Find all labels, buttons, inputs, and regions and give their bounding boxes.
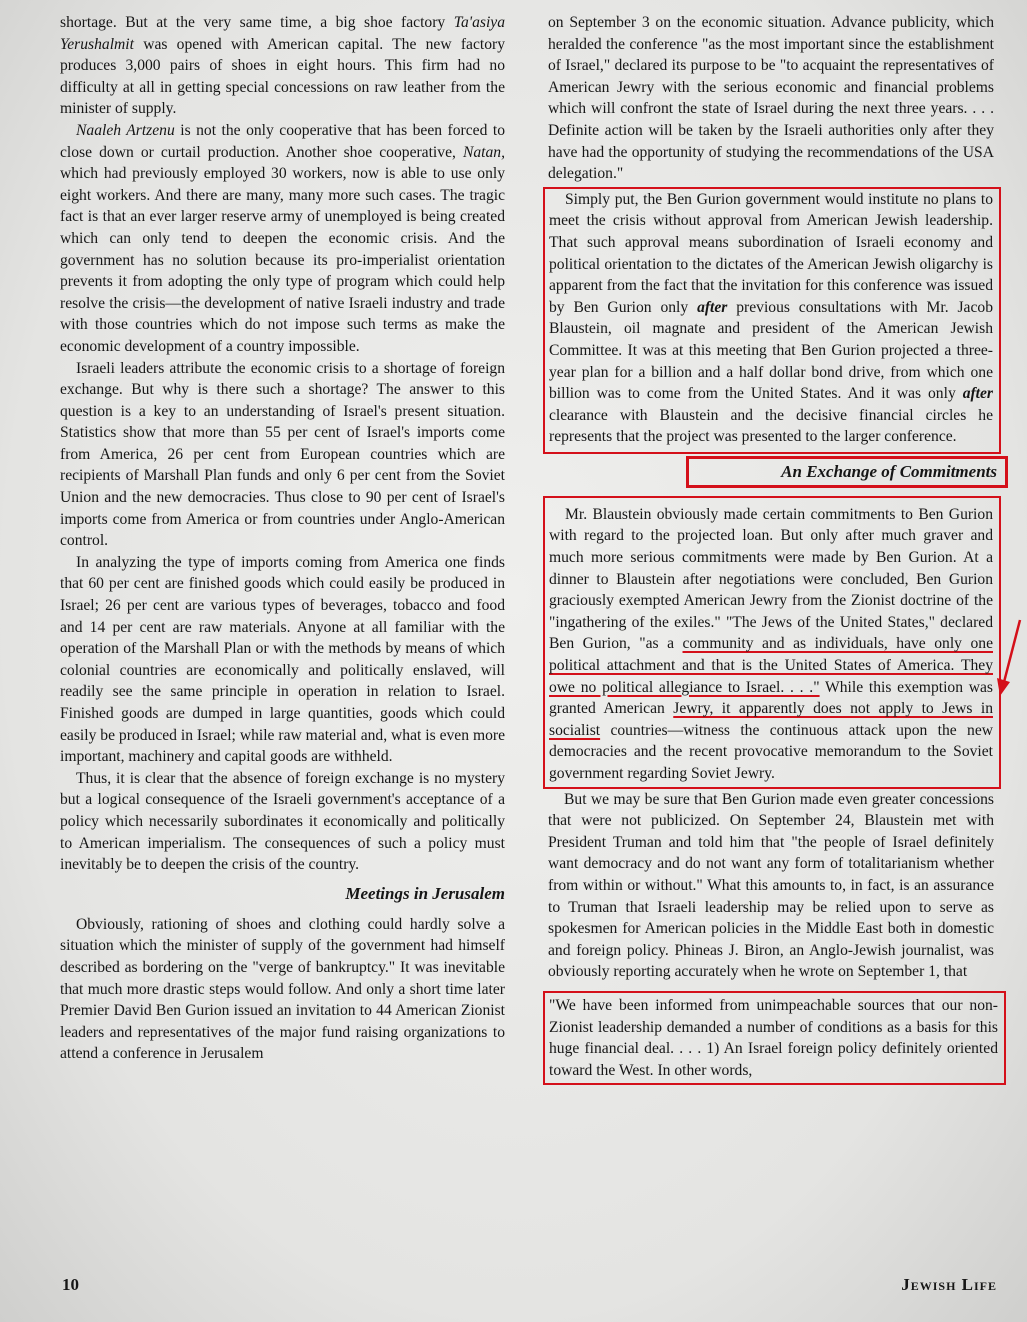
text-run: While this exemption was granted American: [549, 678, 993, 718]
paragraph: Israeli leaders attribute the economic crisis to a shortage of foreign exchange. But why is there such a shortage? The answer to this question is a key to an understanding of Israel's present situation. Statistics show that more than 55 per cent of Israel's imports come from America, 26 per cent from European countries which are recipients of Marshall Plan funds and only 6 per cent from the Soviet Union and the new democracies. Thus close to 90 per cent of Israel's imports come from America or from countries under Anglo-American control.: [60, 359, 505, 550]
text-run: Simply put, the Ben Gurion government would institute no plans to meet the crisis without approval from American Jewish leadership. That such approval means subordination of Israeli economy and political orientation to the dictates of the American Jewish oligarchy is apparent from the fact that the invitation for this conference was issued by Ben Gurion only: [549, 190, 993, 316]
underlined-quote: community and as individuals, have only one political attachment and that is the United States of America. They owe no political allegiance to Israel. . . .": [549, 635, 993, 696]
text-run: previous consultations with Mr. Jacob Blaustein, oil magnate and president of the American Jewish Committee. It was at this meeting that Ben Gurion projected a three-year plan for a billion and a half dollar bond drive, from which one billion was to come from the United States. And it was only: [549, 298, 993, 403]
italic-name: Natan,: [462, 143, 505, 161]
paragraph: [549, 504, 993, 785]
page-number: 10: [62, 1275, 79, 1294]
text-run: clearance with Blaustein and the decisive financial circles he represents that the project was presented to the larger conference.: [549, 406, 993, 446]
left-column: [60, 12, 505, 1065]
text-run: was opened with American capital. The new factory produces 3,000 pairs of shoes in eight hours. This firm had no difficulty at all in getting special concessions on raw leather from the minister of supply.: [60, 35, 505, 118]
paragraph: on September 3 on the economic situation. Advance publicity, which heralded the conference "as the most important since the establishment of Israel," declared its purpose to be "to acquaint the representatives of American Jewry with the serious economic and financial problems which will confront the state of Israel during the next three years. . . . Definite action will be taken by the Israeli authorities only after they have had the opportunity of studying the recommendations of the USA delegation.": [548, 14, 994, 183]
paragraph: But we may be sure that Ben Gurion made even greater concessions that were not publicized. On September 24, Blaustein met with President Truman and told him that "the people of Israel definitely want democracy and do not want any form of totalitarianism whether from within or without." What this amounts to, in fact, is an assurance to Truman that Israeli leadership may be relied upon to serve as spokesmen for American policies in the Middle East both in domestic and foreign policy. Phineas J. Biron, an Anglo-Jewish journalist, was obviously reporting accurately when he wrote on September 1, that: [548, 790, 994, 981]
text-run: is not the only cooperative that has been forced to close down or curtail production. Another shoe cooperative,: [60, 121, 505, 161]
paragraph: [549, 189, 993, 448]
publication-name: Jewish Life: [901, 1275, 997, 1294]
highlight-box-simply-put: [543, 187, 1001, 454]
italic-name: Ta'asiya Yerushalmit: [60, 14, 505, 53]
text-run: countries—witness the continuous attack upon the new democracies and the recent provocative memorandum to the Soviet government regarding Soviet Jewry.: [549, 721, 994, 782]
text-run: shortage. But at the very same time, a big shoe factory: [60, 14, 446, 31]
text-run: which had previously employed 30 workers, now is able to use only eight workers. And there are many, many more such cases. The tragic fact is that an ever larger reserve army of unemployed is being created which can only tend to deepen the economic crisis. And the government has no solution because its pro-imperialist orientation prevents it from adopting the only type of program which could help resolve the crisis—the development of native Israeli industry and trade with those countries which do not impose such terms as make the economic development of a country impossible.: [60, 165, 505, 355]
text-run: Mr. Blaustein obviously made certain commitments to Ben Gurion with regard to the projected loan. But only after much graver and much more serious commitments were made by Ben Gurion. At a dinner to Blaustein after negotiations were concluded, Ben Gurion graciously exempted American Jewry from the Zionist doctrine of the "ingathering of the exiles." "The Jews of the United States," declared Ben Gurion, "as a: [549, 505, 993, 653]
highlight-box-conditions: [543, 991, 1006, 1085]
section-heading-boxed: An Exchange of Commitments: [686, 456, 1008, 488]
red-arrow-icon: [994, 618, 1024, 698]
paragraph: "We have been informed from unimpeachable sources that our non-Zionist leadership demanded a number of conditions as a basis for this huge financial deal. . . . 1) An Israel foreign policy definitely oriented toward the West. In other words,: [549, 996, 998, 1079]
paragraph: [60, 12, 505, 120]
emphasis: after: [962, 385, 993, 403]
italic-name: Naaleh Artzenu: [76, 121, 175, 139]
paragraph: Obviously, rationing of shoes and clothing could hardly solve a situation which the minister of supply of the government had himself described as bordering on the "verge of bankruptcy." It was inevitable that much more drastic steps would follow. And only a short time later Premier David Ben Gurion issued an invitation to 44 American Zionist leaders and representatives of the major fund raising organizations to attend a conference in Jerusalem: [60, 915, 505, 1063]
highlight-box-commitments: [543, 496, 1001, 789]
emphasis: after: [697, 298, 728, 316]
underlined-text: Jewry, it apparently does not apply to Jews in socialist: [549, 700, 993, 739]
right-column: [548, 12, 998, 1085]
paragraph: Thus, it is clear that the absence of foreign exchange is no mystery but a logical consequence of the Israeli government's acceptance of a policy which necessarily subordinates it economically and politically to American imperialism. The consequences of such a policy must inevitably be to deepen the crisis of the country.: [60, 769, 505, 874]
paragraph: In analyzing the type of imports coming from America one finds that 60 per cent are finished goods which could easily be produced in Israel; 26 per cent are various types of beverages, tobacco and food and 14 per cent are raw materials. Anyone at all familiar with the operation of the Marshall Plan or with the methods by means of which colonial countries are economically and politically enslaved, will readily see the same principle in operation in relation to Israel. Finished goods are dumped in large quantities, goods which could easily be produced in Israel; while raw material and, what is even more important, machinery and capital goods are withheld.: [60, 553, 505, 766]
paragraph: [60, 120, 505, 358]
section-heading: Meetings in Jerusalem: [345, 883, 505, 903]
